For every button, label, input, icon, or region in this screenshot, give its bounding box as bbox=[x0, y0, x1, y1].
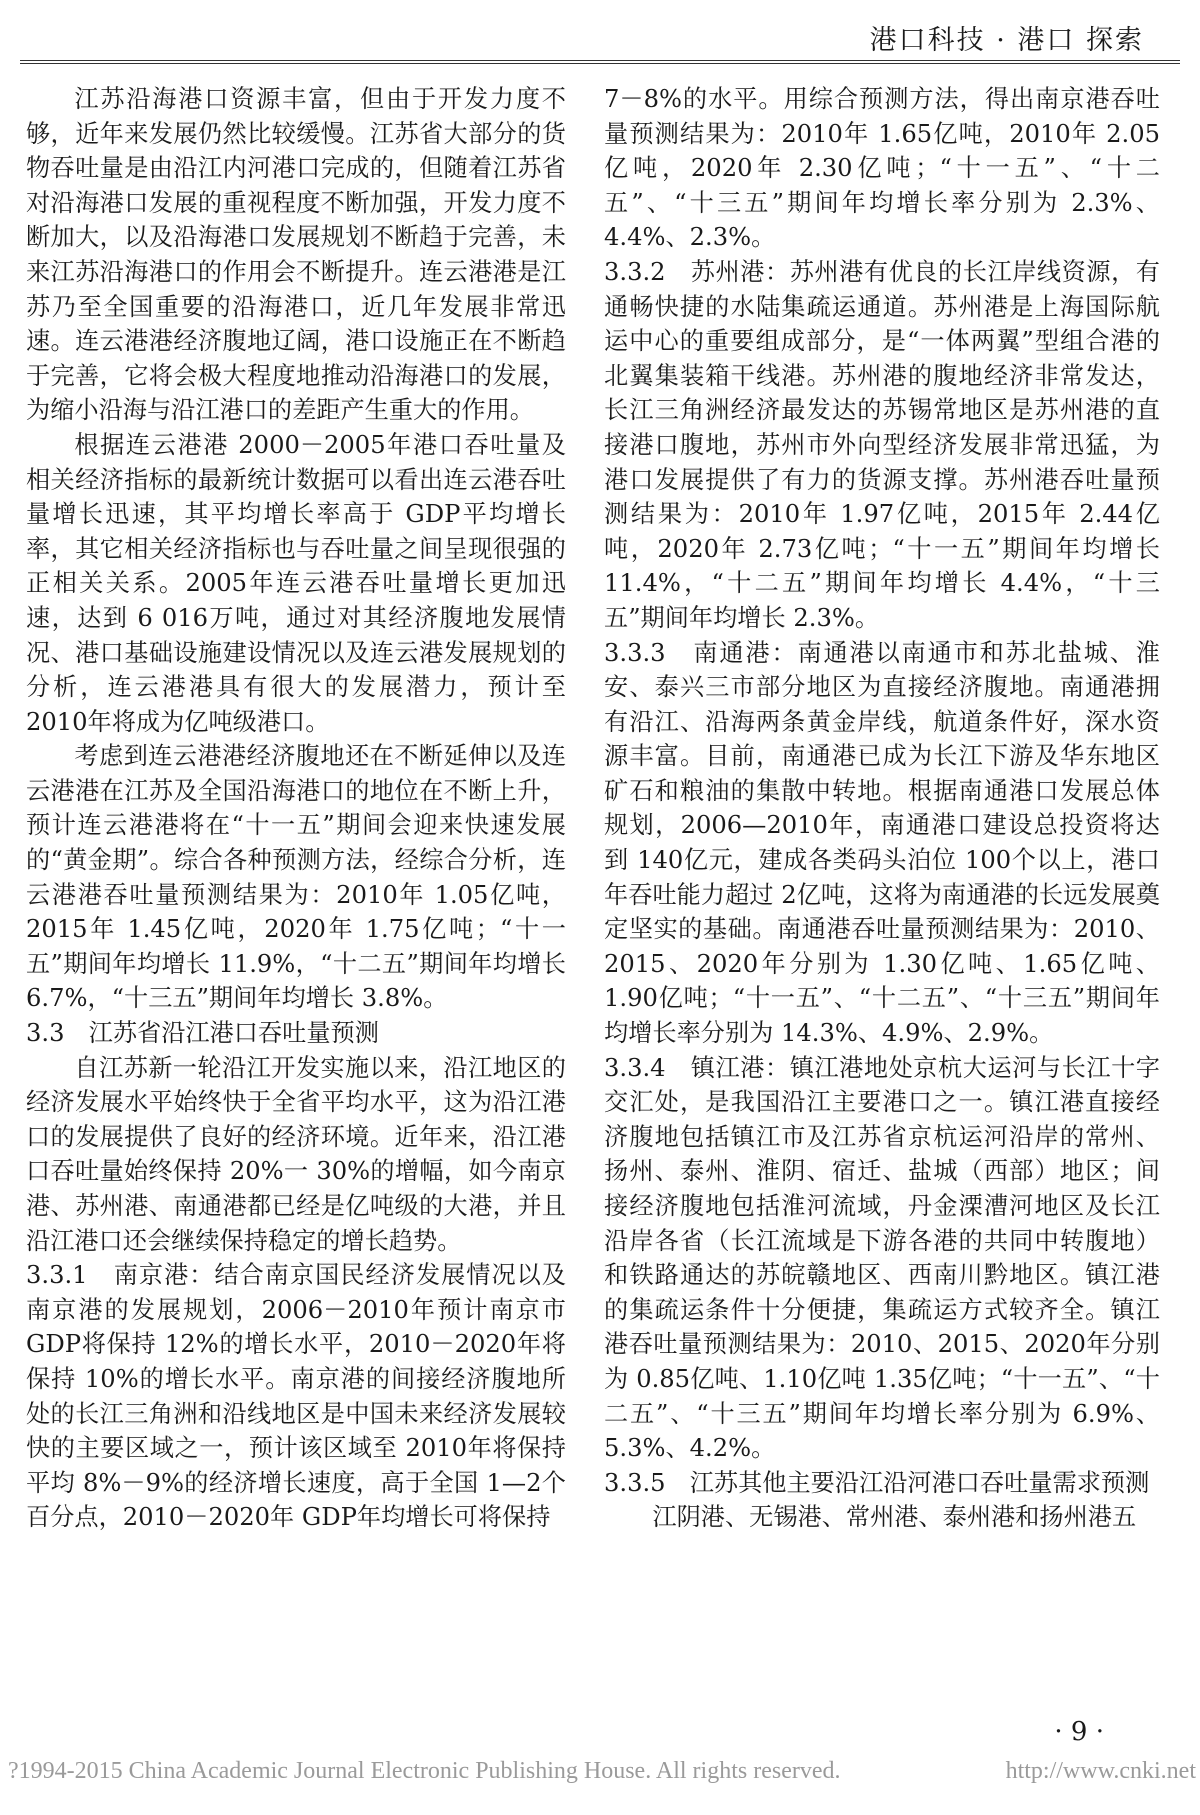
subsection-paragraph: 3.3.2 苏州港：苏州港有优良的长江岸线资源，有通畅快捷的水陆集疏运通道。苏州港是上海国际航运中心的重要组成部分，是“一体两翼”型组合港的北翼集装箱干线港。苏州港的腹地经济非常发达，长江三角洲经济最发达的苏锡常地区是苏州港的直接港口腹地，苏州市外向型经济发展非常迅猛，为港口发展提供了有力的货源支撑。苏州港吞吐量预测结果为：2010年 1.97亿吨，2015年 2.44亿吨，2020年 2.73亿吨；“十一五”期间年均增长 11.4%，“十二五”期间年均增长 4.4%，“十三五”期间年均增长 2.3%。 bbox=[604, 257, 1160, 632]
journal-header-title: 港口科技 · 港口 探索 bbox=[869, 25, 1144, 56]
left-column bbox=[26, 82, 566, 1535]
paragraph: 根据连云港港 2000－2005年港口吞吐量及相关经济指标的最新统计数据可以看出连云港吞吐量增长迅速，其平均增长率高于 GDP平均增长率，其它相关经济指标也与吞吐量之间呈现很强的正相关关系。2005年连云港吞吐量增长更加迅速，达到 6 016万吨，通过对其经济腹地发展情况、港口基础设施建设情况以及连云港发展规划的分析，连云港港具有很大的发展潜力，预计至 2010年将成为亿吨级港口。 bbox=[26, 430, 566, 736]
subsection-heading: 3.3.5 江苏其他主要沿江沿河港口吞吐量需求预测 bbox=[604, 1468, 1150, 1497]
paragraph: 自江苏新一轮沿江开发实施以来，沿江地区的经济发展水平始终快于全省平均水平，这为沿江港口的发展提供了良好的经济环境。近年来，沿江港口吞吐量始终保持 20%一 30%的增幅，如今南京港、苏州港、南通港都已经是亿吨级的大港，并且沿江港口还会继续保持稳定的增长趋势。 bbox=[26, 1053, 566, 1255]
subsection-paragraph: 3.3.1 南京港：结合南京国民经济发展情况以及南京港的发展规划，2006－2010年预计南京市 GDP将保持 12%的增长水平，2010－2020年将保持 10%的增长水平。南京港的间接经济腹地所处的长江三角洲和沿线地区是中国未来经济发展较快的主要区域之一，预计该区域至 2010年将保持平均 8%－9%的经济增长速度，高于全国 1—2个百分点，2010－2020年 GDP年均增长可将保持 bbox=[26, 1261, 566, 1532]
running-header bbox=[20, 10, 1180, 64]
paragraph: 7－8%的水平。用综合预测方法，得出南京港吞吐量预测结果为：2010年 1.65亿吨，2010年 2.05亿吨，2020年 2.30亿吨；“十一五”、“十二五”、“十三五”期间年均增长率分别为 2.3%、4.4%、2.3%。 bbox=[604, 85, 1160, 252]
subsection-paragraph: 3.3.3 南通港：南通港以南通市和苏北盐城、淮安、泰兴三市部分地区为直接经济腹地。南通港拥有沿江、沿海两条黄金岸线，航道条件好，深水资源丰富。目前，南通港已成为长江下游及华东地区矿石和粮油的集散中转地。根据南通港口发展总体规划，2006—2010年，南通港口建设总投资将达到 140亿元，建成各类码头泊位 100个以上，港口年吞吐能力超过 2亿吨，这将为南通港的长远发展奠定坚实的基础。南通港吞吐量预测结果为：2010、2015、2020年分别为 1.30亿吨、1.65亿吨、1.90亿吨；“十一五”、“十二五”、“十三五”期间年均增长率分别为 14.3%、4.9%、2.9%。 bbox=[604, 638, 1160, 1048]
footer bbox=[8, 1758, 1198, 1785]
right-column bbox=[604, 82, 1160, 1535]
subsection-paragraph: 3.3.4 镇江港：镇江港地处京杭大运河与长江十字交汇处，是我国沿江主要港口之一。镇江港直接经济腹地包括镇江市及江苏省京杭运河沿岸的常州、扬州、泰州、淮阴、宿迁、盐城（西部）地区；间接经济腹地包括淮河流域，丹金溧漕河地区及长江沿岸各省（长江流域是下游各港的共同中转腹地）和铁路通达的苏皖赣地区、西南川黔地区。镇江港的集疏运条件十分便捷，集疏运方式较齐全。镇江港吞吐量预测结果为：2010、2015、2020年分别为 0.85亿吨、1.10亿吨 1.35亿吨；“十一五”、“十二五”、“十三五”期间年均增长率分别为 6.9%、5.3%、4.2%。 bbox=[604, 1053, 1160, 1463]
footer-url-link[interactable]: http://www.cnki.net bbox=[1005, 1758, 1196, 1784]
copyright-notice: ?1994-2015 China Academic Journal Electronic Publishing House. All rights reserved. bbox=[8, 1758, 841, 1784]
paragraph: 考虑到连云港港经济腹地还在不断延伸以及连云港港在江苏及全国沿海港口的地位在不断上升，预计连云港港将在“十一五”期间会迎来快速发展的“黄金期”。综合各种预测方法，经综合分析，连云港港吞吐量预测结果为：2010年 1.05亿吨，2015年 1.45亿吨，2020年 1.75亿吨；“十一五”期间年均增长 11.9%，“十二五”期间年均增长 6.7%，“十三五”期间年均增长 3.8%。 bbox=[26, 742, 566, 1013]
page-number: · 9 · bbox=[1054, 1717, 1104, 1747]
section-heading: 3.3 江苏省沿江港口吞吐量预测 bbox=[26, 1019, 379, 1048]
paragraph: 江苏沿海港口资源丰富，但由于开发力度不够，近年来发展仍然比较缓慢。江苏省大部分的货物吞吐量是由沿江内河港口完成的，但随着江苏省对沿海港口发展的重视程度不断加强，开发力度不断加大，以及沿海港口发展规划不断趋于完善，未来江苏沿海港口的作用会不断提升。连云港港是江苏乃至全国重要的沿海港口，近几年发展非常迅速。连云港港经济腹地辽阔，港口设施正在不断趋于完善，它将会极大程度地推动沿海港口的发展，为缩小沿海与沿江港口的差距产生重大的作用。 bbox=[26, 85, 566, 425]
paragraph: 江阴港、无锡港、常州港、泰州港和扬州港五 bbox=[652, 1503, 1137, 1532]
